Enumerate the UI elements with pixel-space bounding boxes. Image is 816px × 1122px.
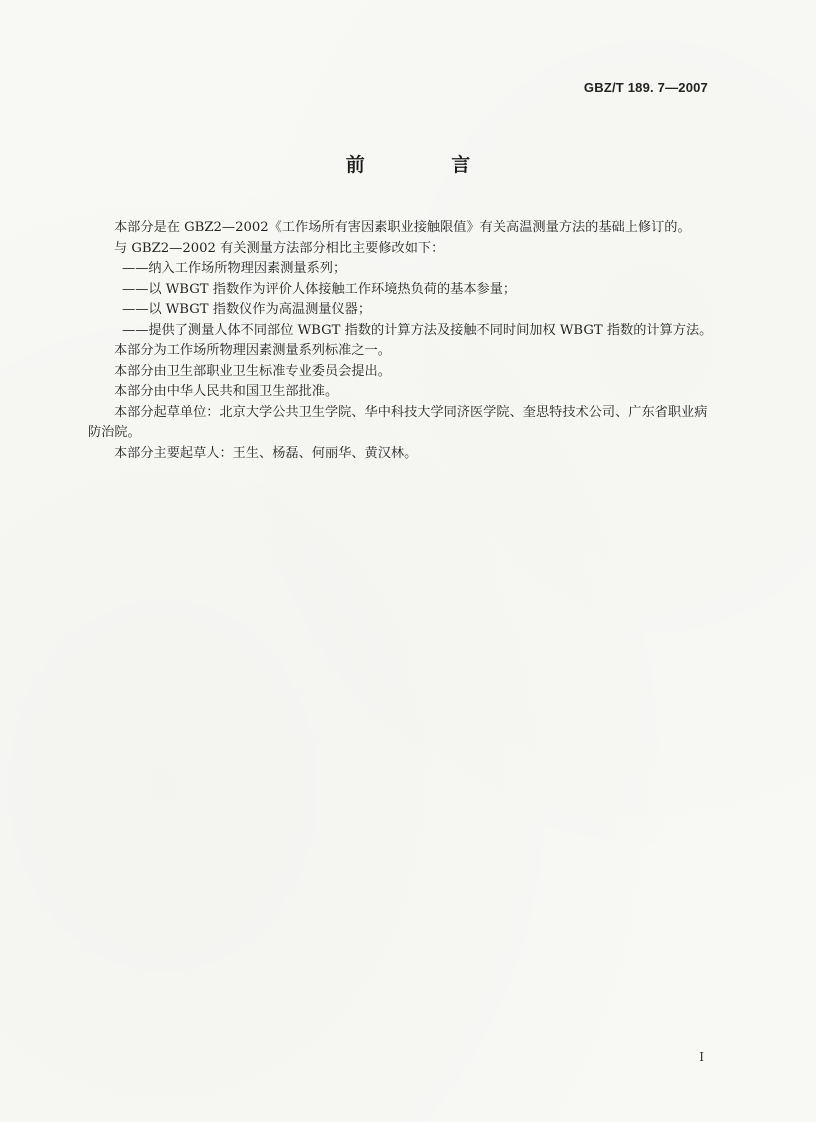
page-number: I [699, 1050, 704, 1064]
change-item: ——纳入工作场所物理因素测量系列； [122, 261, 347, 276]
change-item: ——以 WBGT 指数仪作为高温测量仪器； [122, 302, 372, 317]
paragraph-proposed-by: 本部分由卫生部职业卫生标准专业委员会提出。 [114, 363, 391, 379]
foreword-body [88, 218, 714, 464]
paragraph-basis: 本部分是在 GBZ2—2002《工作场所有害因素职业接触限值》有关高温测量方法的基础上修订的。 [114, 220, 691, 235]
standard-code: GBZ/T 189. 7—2007 [583, 80, 708, 95]
paragraph-series: 本部分为工作场所物理因素测量系列标准之一。 [114, 343, 391, 358]
paragraph-changes-intro: 与 GBZ2—2002 有关测量方法部分相比主要修改如下： [114, 240, 445, 256]
change-item: ——提供了测量人体不同部位 WBGT 指数的计算方法及接触不同时间加权 WBGT 指数的计算方法。 [122, 322, 713, 338]
paragraph-approved-by: 本部分由中华人民共和国卫生部批准。 [114, 384, 339, 399]
change-item: ——以 WBGT 指数作为评价人体接触工作环境热负荷的基本参量； [122, 281, 517, 297]
paragraph-drafters: 本部分主要起草人：王生、杨磊、何丽华、黄汉林。 [114, 445, 418, 461]
page-title: 前 言 [345, 154, 511, 176]
paragraph-drafting-units: 本部分起草单位：北京大学公共卫生学院、华中科技大学同济医学院、奎思特技术公司、广东省职业病防治院。 [88, 404, 708, 440]
